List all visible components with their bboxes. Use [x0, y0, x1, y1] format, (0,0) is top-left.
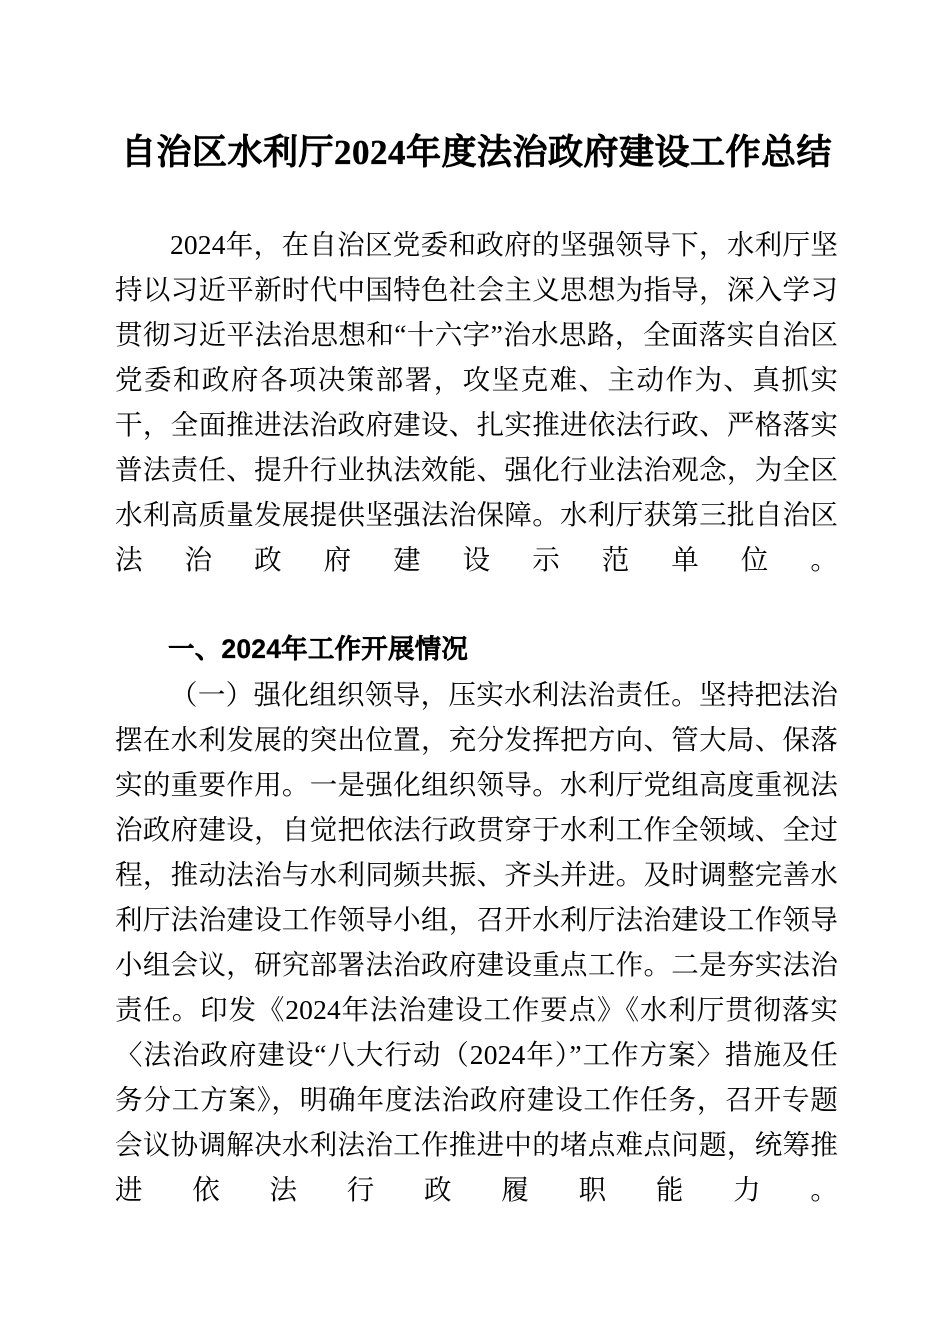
title-body-spacer [115, 179, 838, 222]
section-heading-1: 一、2024年工作开展情况 [168, 634, 469, 664]
opening-paragraph: 2024年，在自治区党委和政府的坚强领导下，水利厅坚持以习近平新时代中国特色社会主义思想为指导，深入学习贯彻习近平法治思想和“十六字”治水思路，全面落实自治区党委和政府各项决策部署，攻坚克难、主动作为、真抓实干，全面推进法治政府建设、扎实推进依法行政、严格落实普法责任、提升行业执法效能、强化行业法治观念，为全区水利高质量发展提供坚强法治保障。水利厅获第三批自治区法治政府建设示范单位。 [115, 229, 838, 575]
section-1-paragraph-1: （一）强化组织领导，压实水利法治责任。坚持把法治摆在水利发展的突出位置，充分发挥把方向、管大局、保落实的重要作用。一是强化组织领导。水利厅党组高度重视法治政府建设，自觉把依法行政贯穿于水利工作全领域、全过程，推动法治与水利同频共振、齐头并进。及时调整完善水利厅法治建设工作领导小组，召开水利厅法治建设工作领导小组会议，研究部署法治政府建设重点工作。二是夯实法治责任。印发《2024年法治建设工作要点》《水利厅贯彻落实〈法治政府建设“八大行动（2024年）”工作方案〉措施及任务分工方案》，明确年度法治政府建设工作任务，召开专题会议协调解决水利法治工作推进中的堵点难点问题，统筹推进依法行政履职能力。 [115, 679, 838, 1205]
document-content [115, 0, 838, 1257]
page-title: 自治区水利厅2024年度法治政府建设工作总结 [120, 133, 832, 172]
